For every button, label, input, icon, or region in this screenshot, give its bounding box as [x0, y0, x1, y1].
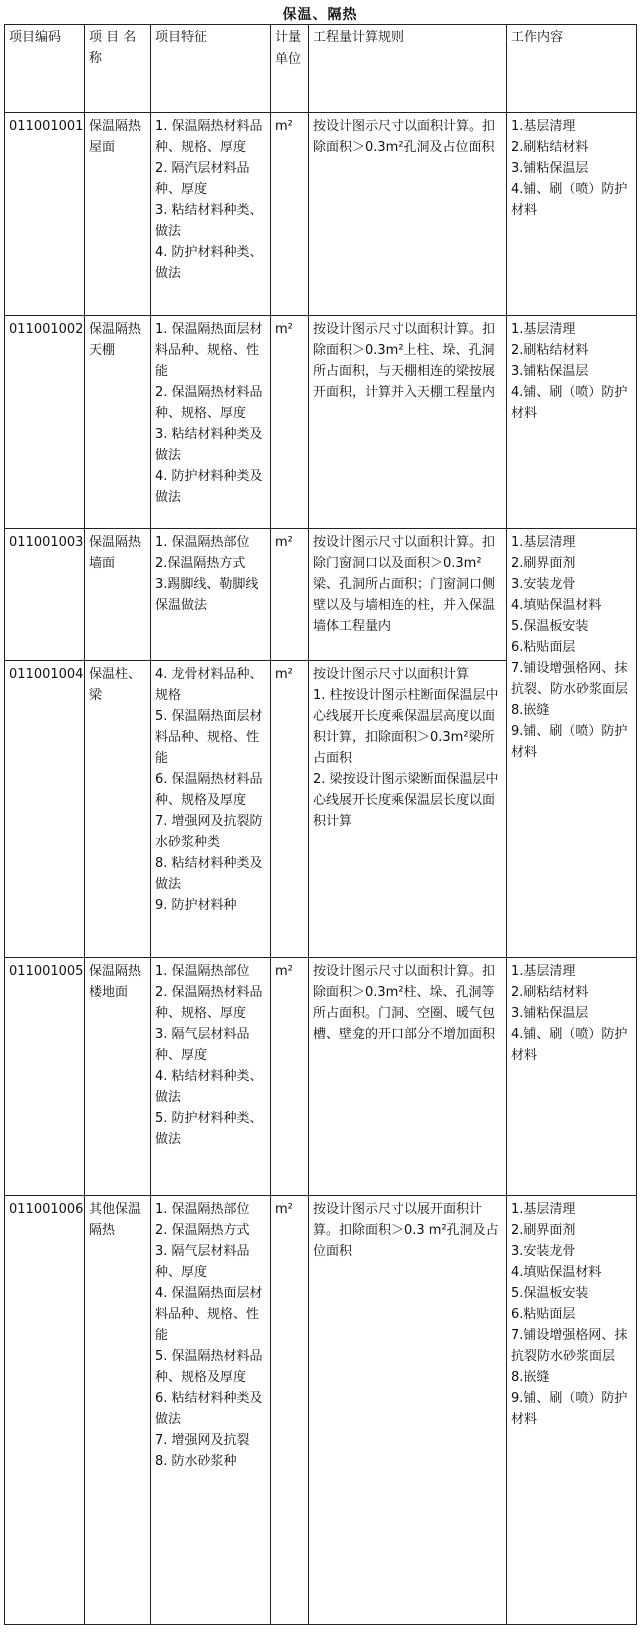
item-unit: m² [271, 529, 309, 661]
item-code: 011001006 [5, 1196, 85, 1625]
table-title: 保温、隔热 [282, 7, 358, 23]
work-line: 8.嵌缝 [511, 703, 550, 718]
feature-line: 1. 保温隔热面层材料品种、规格、性能 [155, 322, 263, 379]
item-code: 011001004 [5, 661, 85, 958]
work-line: 8.嵌缝 [511, 1370, 550, 1385]
item-code: 011001003 [5, 529, 85, 661]
work-line: 6.粘贴面层 [511, 1307, 576, 1322]
table-row [5, 316, 637, 529]
insulation-table [4, 24, 637, 1625]
item-rule: 按设计图示尺寸以面积计算。扣除门窗洞口以及面积＞0.3m²梁、孔洞所占面积；门窗洞口侧壁以及与墙相连的柱，并入保温墙体工程量内 [309, 529, 507, 661]
feature-line: 4. 防护材料种类及做法 [155, 469, 263, 505]
feature-line: 2. 保温隔热材料品种、规格、厚度 [155, 385, 263, 421]
work-line: 4.填贴保温材料 [511, 598, 602, 613]
header-unit: 计量单位 [271, 25, 309, 113]
work-line: 4.铺、刷（喷）防护材料 [511, 385, 628, 421]
work-line: 6.粘贴面层 [511, 640, 576, 655]
feature-line: 4. 保温隔热面层材料品种、规格、性能 [155, 1286, 263, 1343]
work-line: 2.刷界面剂 [511, 1223, 576, 1238]
table-row [5, 958, 637, 1196]
header-name: 项 目 名称 [85, 25, 151, 113]
work-line: 1.基层清理 [511, 535, 576, 550]
feature-line: 5. 防护材料种类、做法 [155, 1111, 263, 1147]
item-rule: 按设计图示尺寸以面积计算。扣除面积＞0.3m²孔洞及占位面积 [309, 113, 507, 316]
feature-line: 2. 保温隔热方式 [155, 1223, 250, 1238]
work-line: 9.铺、刷（喷）防护材料 [511, 1391, 628, 1427]
work-line: 2.刷界面剂 [511, 556, 576, 571]
feature-line: 7. 增强网及抗裂 [155, 1433, 250, 1448]
feature-line: 1. 保温隔热部位 [155, 964, 250, 979]
table-row [5, 113, 637, 316]
item-work-merged [507, 529, 637, 958]
feature-line: 6. 保温隔热材料品种、规格及厚度 [155, 772, 263, 808]
item-unit: m² [271, 1196, 309, 1625]
work-line: 2.刷粘结材料 [511, 343, 589, 358]
item-features [151, 316, 271, 529]
work-line: 2.刷粘结材料 [511, 985, 589, 1000]
feature-line: 3.踢脚线、勒脚线保温做法 [155, 577, 259, 613]
feature-line: 2. 保温隔热材料品种、规格、厚度 [155, 985, 263, 1021]
feature-line: 3. 粘结材料种类、做法 [155, 203, 263, 239]
item-name: 保温隔热天棚 [85, 316, 151, 529]
item-work [507, 316, 637, 529]
feature-line: 1. 保温隔热部位 [155, 1202, 250, 1217]
feature-line: 1. 保温隔热部位 [155, 535, 250, 550]
feature-line: 2.保温隔热方式 [155, 556, 246, 571]
work-line: 1.基层清理 [511, 1202, 576, 1217]
work-line: 1.基层清理 [511, 119, 576, 134]
feature-line: 5. 保温隔热材料品种、规格及厚度 [155, 1349, 263, 1385]
feature-line: 7. 增强网及抗裂防水砂浆种类 [155, 814, 263, 850]
feature-line: 4. 粘结材料种类、做法 [155, 1069, 263, 1105]
item-code: 011001001 [5, 113, 85, 316]
feature-line: 3. 隔气层材料品种、厚度 [155, 1027, 250, 1063]
rule-line: 按设计图示尺寸以面积计算 [313, 667, 470, 682]
work-line: 3.安装龙骨 [511, 577, 576, 592]
item-features [151, 661, 271, 958]
header-features: 项目特征 [151, 25, 271, 113]
item-unit: m² [271, 113, 309, 316]
work-line: 9.铺、刷（喷）防护材料 [511, 724, 628, 760]
work-line: 1.基层清理 [511, 322, 576, 337]
work-line: 1.基层清理 [511, 964, 576, 979]
item-rule: 按设计图示尺寸以展开面积计算。扣除面积＞0.3 m²孔洞及占位面积 [309, 1196, 507, 1625]
work-line: 3.铺粘保温层 [511, 364, 589, 379]
item-work [507, 1196, 637, 1625]
work-line: 7.铺设增强格网、抹抗裂、防水砂浆面层 [511, 661, 629, 697]
work-line: 7.铺设增强格网、抹抗裂防水砂浆面层 [511, 1328, 628, 1364]
feature-line: 3. 隔气层材料品种、厚度 [155, 1244, 250, 1280]
item-rule: 按设计图示尺寸以面积计算。扣除面积＞0.3m²上柱、垛、孔洞所占面积，与天棚相连的梁按展开面积，计算并入天棚工程量内 [309, 316, 507, 529]
item-unit: m² [271, 958, 309, 1196]
table-row [5, 529, 637, 661]
feature-line: 5. 保温隔热面层材料品种、规格、性能 [155, 709, 263, 766]
item-features [151, 958, 271, 1196]
work-line: 2.刷粘结材料 [511, 140, 589, 155]
header-code: 项目编码 [5, 25, 85, 113]
work-line: 5.保温板安装 [511, 619, 589, 634]
feature-line: 4. 龙骨材料品种、规格 [155, 667, 263, 703]
work-line: 3.铺粘保温层 [511, 1006, 589, 1021]
item-work [507, 113, 637, 316]
item-unit: m² [271, 661, 309, 958]
work-line: 4.铺、刷（喷）防护材料 [511, 182, 628, 218]
feature-line: 9. 防护材料种 [155, 898, 237, 913]
item-features [151, 113, 271, 316]
header-row [5, 25, 637, 113]
header-rule: 工程量计算规则 [309, 25, 507, 113]
feature-line: 8. 防水砂浆种 [155, 1454, 237, 1469]
feature-line: 6. 粘结材料种类及做法 [155, 1391, 263, 1427]
work-line: 4.填贴保温材料 [511, 1265, 602, 1280]
feature-line: 2. 隔汽层材料品种、厚度 [155, 161, 250, 197]
item-code: 011001005 [5, 958, 85, 1196]
item-name: 保温柱、梁 [85, 661, 151, 958]
item-features [151, 1196, 271, 1625]
item-features [151, 529, 271, 661]
item-code: 011001002 [5, 316, 85, 529]
item-work [507, 958, 637, 1196]
feature-line: 8. 粘结材料种类及做法 [155, 856, 263, 892]
work-line: 5.保温板安装 [511, 1286, 589, 1301]
header-work: 工作内容 [507, 25, 637, 113]
item-name: 其他保温隔热 [85, 1196, 151, 1625]
work-line: 3.安装龙骨 [511, 1244, 576, 1259]
work-line: 4.铺、刷（喷）防护材料 [511, 1027, 628, 1063]
item-name: 保温隔热墙面 [85, 529, 151, 661]
feature-line: 1. 保温隔热材料品种、规格、厚度 [155, 119, 263, 155]
rule-line: 2. 梁按设计图示梁断面保温层中心线展开长度乘保温层长度以面积计算 [313, 772, 499, 829]
feature-line: 3. 粘结材料种类及做法 [155, 427, 263, 463]
item-rule: 按设计图示尺寸以面积计算。扣除面积＞0.3m²柱、垛、孔洞等所占面积。门洞、空圈、暖气包槽、壁龛的开口部分不增加面积 [309, 958, 507, 1196]
item-name: 保温隔热楼地面 [85, 958, 151, 1196]
table-row [5, 1196, 637, 1625]
feature-line: 4. 防护材料种类、做法 [155, 245, 263, 281]
rule-line: 1. 柱按设计图示柱断面保温层中心线展开长度乘保温层高度以面积计算，扣除面积＞0.3m²梁所占面积 [313, 688, 499, 766]
work-line: 3.铺粘保温层 [511, 161, 589, 176]
item-unit: m² [271, 316, 309, 529]
item-rule [309, 661, 507, 958]
item-name: 保温隔热屋面 [85, 113, 151, 316]
